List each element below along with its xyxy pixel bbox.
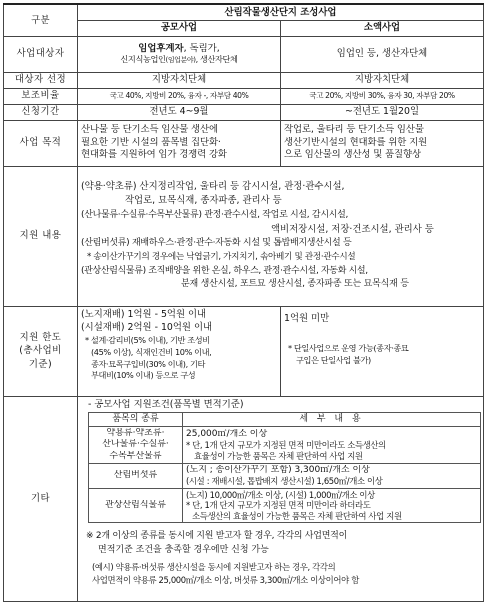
purpose-small-line: 생산기반시설의 현대화를 위한 지원: [284, 136, 427, 148]
limit-label-line: 지원 한도: [19, 331, 62, 343]
limit-public-note: 종자·묘목구입비(30% 이내), 기타: [91, 358, 205, 369]
criteria-detail-line: (노지) 10,000㎡/개소 이상, (시설) 1,000㎡/개소 이상: [186, 489, 375, 500]
criteria-header-kind: 품목의 종류: [89, 412, 183, 426]
criteria-detail-line: 소득생산의 효율성이 가능한 품목은 자체 판단하여 사업 지원: [192, 510, 402, 521]
row-subsidy-label: 보조비율: [4, 88, 78, 104]
support-line: (산나물류·수실류·수목부산물류) 관정·관수시설, 작업로 시설, 감시시설,: [81, 209, 349, 220]
target-small-cell: 임업인 등, 생산자단체: [281, 36, 484, 72]
row-period-label: 신청기간: [4, 104, 78, 120]
criteria-kind-line: 관상산림식물류: [105, 499, 166, 510]
support-line: 분재 생산시설, 포트묘 생산시설, 종자파종 또는 묘목식재 등: [181, 279, 409, 290]
target-public-bold: 임업후계자: [138, 43, 184, 55]
criteria-detail-cell: [183, 488, 481, 523]
limit-public-note: (45% 이상), 식재인건비 10% 이내,: [91, 346, 212, 357]
etc-note: [82, 530, 479, 557]
criteria-detail-line: 효율성이 가능한 품목은 자체 판단하여 사업 지원: [194, 450, 363, 461]
etc-cell: [78, 396, 484, 601]
etc-example-line: (예시) 약용류·버섯류 생산시설을 동시에 지원받고자 하는 경우, 각각의: [92, 562, 336, 573]
limit-small-note: * 단일사업으로 운영 가능(종자·종묘: [288, 343, 409, 354]
support-line: 액비저장시설, 저장·건조시설, 관리사 등: [271, 223, 434, 235]
support-line: (약용·약초류) 산지정리작업, 울타리 등 감시시설, 관정·관수시설,: [81, 180, 345, 192]
purpose-small-cell: [281, 120, 484, 166]
etc-example: [82, 561, 479, 586]
support-note-line: * 송이산가꾸기의 경우에는 낙엽긁기, 가지치기, 솎아베기 및 관정·관수시설: [87, 252, 356, 263]
criteria-detail-line: * 단, 1개 단지 규모가 지정된 면적 미만이라도 소득생산의: [186, 440, 386, 451]
limit-public-line: (노지재배) 1억원 - 5억원 이내: [81, 308, 207, 320]
limit-small-note: 구입은 단일사업 불가): [296, 355, 371, 366]
limit-small-line: 1억원 미만: [284, 312, 330, 324]
criteria-detail-line: * 단, 1개 단지 규모가 지정된 면적 미만이라 하더라도: [186, 500, 371, 511]
selection-public-cell: 지방자치단체: [78, 72, 281, 88]
support-cell: [78, 166, 484, 306]
purpose-public-cell: [78, 120, 281, 166]
limit-public-note: 부대비(10% 이내) 등으로 구성: [91, 370, 196, 381]
row-selection-label: 대상자 선정: [4, 72, 78, 88]
subsidy-small-cell: 국고 20%, 지방비 30%, 융자 30, 자부담 20%: [281, 88, 484, 104]
row-etc-label: 기타: [4, 396, 78, 601]
row-purpose-label: 사업 목적: [4, 120, 78, 166]
criteria-kind-line: 약용류·약초류·: [106, 428, 165, 439]
criteria-kind-cell: [89, 488, 183, 523]
criteria-detail-line: 25,000㎡/개소 이상: [186, 428, 268, 439]
criteria-kind-line: 산림버섯류: [113, 470, 158, 481]
row-support-label: 지원 내용: [4, 166, 78, 306]
limit-label-line: 기준): [28, 358, 53, 370]
purpose-small-line: 작업로, 울타리 등 단기소득 임산물: [284, 123, 424, 135]
criteria-detail-cell: [183, 463, 481, 488]
header-small-program: 소액사업: [281, 20, 484, 36]
target-public-line2-c: , 생산자단체: [195, 54, 238, 64]
criteria-kind-cell: [89, 427, 183, 464]
subsidy-public-cell: 국고 40%, 지방비 20%, 융자 -, 자부담 40%: [78, 88, 281, 104]
purpose-public-line: 현대화를 지원하여 임가 경쟁력 강화: [81, 149, 227, 161]
limit-public-line: (시설재배) 2억원 - 10억원 이내: [81, 322, 213, 334]
etc-note-line: 면적기준 조건을 충족할 경우에만 신청 가능: [98, 544, 269, 555]
target-public-line2-a: 신지식농업인: [120, 54, 166, 64]
criteria-header-detail: 세 부 내 용: [183, 412, 481, 426]
limit-label-line: (총사업비: [19, 345, 62, 357]
period-small-cell: ~전년도 1월20일: [281, 104, 484, 120]
row-target-label: 사업대상자: [4, 36, 78, 72]
limit-small-cell: [281, 306, 484, 396]
support-line: (산림버섯류) 재배하우스·관정·관수·자동화 시설 및 톱밥배지생산시설 등: [81, 238, 352, 249]
target-public-line2-b: (임업분야): [165, 55, 196, 64]
purpose-public-line: 산나물 등 단기소득 임산물 생산에: [81, 123, 218, 135]
program-table: [3, 3, 484, 602]
period-public-cell: 전년도 4~9월: [78, 104, 281, 120]
support-line: 작업로, 묘목식재, 종자파종, 관리사 등: [125, 195, 282, 207]
etc-note-line: ※ 2개 이상의 종류를 동시에 지원 받고자 할 경우, 각각의 사업면적이: [86, 531, 348, 542]
criteria-kind-line: 수목부산물류: [109, 450, 162, 461]
header-project-title: 산림작물생산단지 조성사업: [78, 4, 484, 20]
criteria-table: [88, 412, 481, 523]
etc-example-line: 사업면적이 약용류 25,000㎡/개소 이상, 버섯류 3,300㎡/개소 이상이어야 함: [92, 574, 359, 585]
criteria-kind-line: 산나물류·수실류·: [102, 439, 169, 450]
limit-public-cell: [78, 306, 281, 396]
selection-small-cell: 지방자치단체: [281, 72, 484, 88]
limit-public-note: * 설계·감리비(5% 이내), 기반 조성비: [85, 334, 210, 345]
purpose-public-line: 필요한 기반 시설의 품목별 집단화·: [81, 136, 221, 148]
target-public-rest: , 독림가,: [183, 43, 220, 55]
target-public-cell: [78, 36, 281, 72]
purpose-small-line: 으로 임산물의 생산성 및 품질향상: [284, 149, 421, 161]
row-limit-label: [4, 306, 78, 396]
support-line: (관상산림식물류) 조직배양을 위한 온실, 하우스, 관정·관수시설, 자동화 시설,: [81, 265, 368, 276]
criteria-kind-cell: [89, 463, 183, 488]
criteria-detail-cell: [183, 427, 481, 464]
header-category: 구분: [4, 4, 78, 36]
header-public-program: 공모사업: [78, 20, 281, 36]
etc-intro: - 공모사업 지원조건(품목별 면적기준): [88, 398, 244, 410]
criteria-detail-line: (노지 ; 송이산가꾸기 포함) 3,300㎡/개소 이상: [186, 464, 370, 475]
criteria-detail-line: (시설 : 재배시설, 톱밥배지 생산시설) 1,650㎡/개소 이상: [186, 476, 383, 487]
